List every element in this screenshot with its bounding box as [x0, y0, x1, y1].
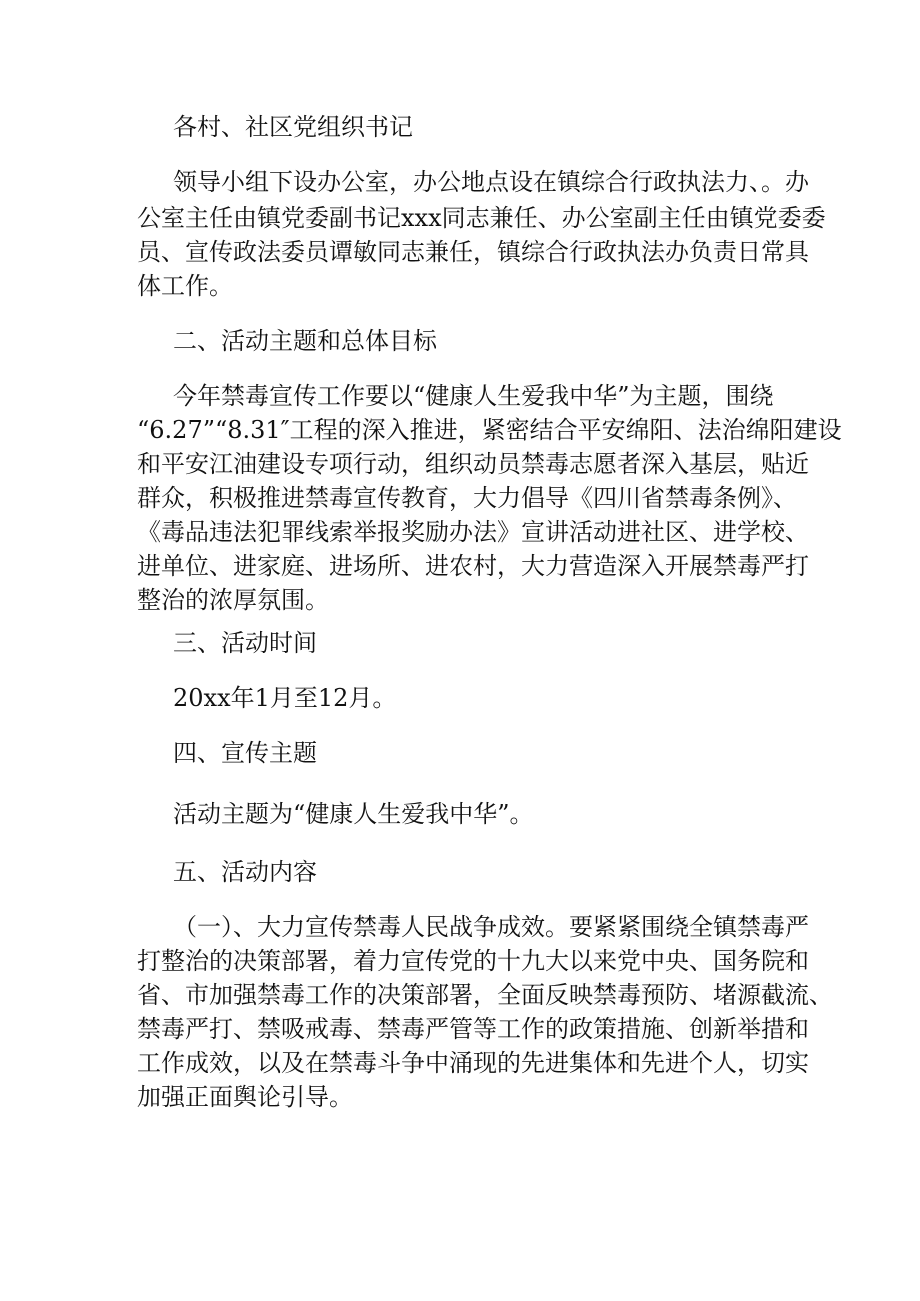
text-line: 各村、社区党组织书记 — [173, 113, 413, 141]
text-line: 工作成效，以及在禁毒斗争中涌现的先进集体和先进个人，切实 — [137, 1049, 809, 1077]
text-line: 领导小组下设办公室，办公地点设在镇综合行政执法力、。办 — [173, 168, 809, 196]
text-line: 《毒品违法犯罪线索举报奖励办法》宣讲活动进社区、进学校、 — [137, 518, 809, 546]
text-line: 群众，积极推进禁毒宣传教育，大力倡导《四川省禁毒条例》、 — [137, 484, 797, 512]
text-line: 活动主题为“健康人生爱我中华”。 — [173, 800, 534, 828]
section-heading: 三、活动时间 — [173, 629, 317, 657]
text-line: 公室主任由镇党委副书记xxx同志兼任、办公室副主任由镇党委委 — [137, 204, 826, 232]
text-line: 省、市加强禁毒工作的决策部署，全面反映禁毒预防、堵源截流、 — [137, 981, 833, 1009]
text-line: 今年禁毒宣传工作要以“健康人生爱我中华”为主题，围绕 — [173, 382, 774, 410]
text-line: 整治的浓厚氛围。 — [137, 586, 329, 614]
text-line: 员、宣传政法委员谭敏同志兼任，镇综合行政执法办负责日常具 — [137, 238, 809, 266]
section-heading: 五、活动内容 — [173, 858, 317, 886]
section-heading: 四、宣传主题 — [173, 739, 317, 767]
text-line: 禁毒严打、禁吸戒毒、禁毒严管等工作的政策措施、创新举措和 — [137, 1015, 809, 1043]
text-line: （一）、大力宣传禁毒人民战争成效。要紧紧围绕全镇禁毒严 — [173, 913, 809, 941]
text-line: 和平安江油建设专项行动，组织动员禁毒志愿者深入基层，贴近 — [137, 450, 809, 478]
text-line: 体工作。 — [137, 272, 233, 300]
text-line: 打整治的决策部署，着力宣传党的十九大以来党中央、国务院和 — [137, 947, 809, 975]
text-line: 20xx年1月至12月。 — [173, 684, 397, 712]
text-line: “6.27”“8.31″工程的深入推进，紧密结合平安绵阳、法治绵阳建设 — [137, 416, 842, 444]
text-line: 进单位、进家庭、进场所、进农村，大力营造深入开展禁毒严打 — [137, 552, 809, 580]
text-line: 加强正面舆论引导。 — [137, 1083, 353, 1111]
section-heading: 二、活动主题和总体目标 — [173, 327, 437, 355]
